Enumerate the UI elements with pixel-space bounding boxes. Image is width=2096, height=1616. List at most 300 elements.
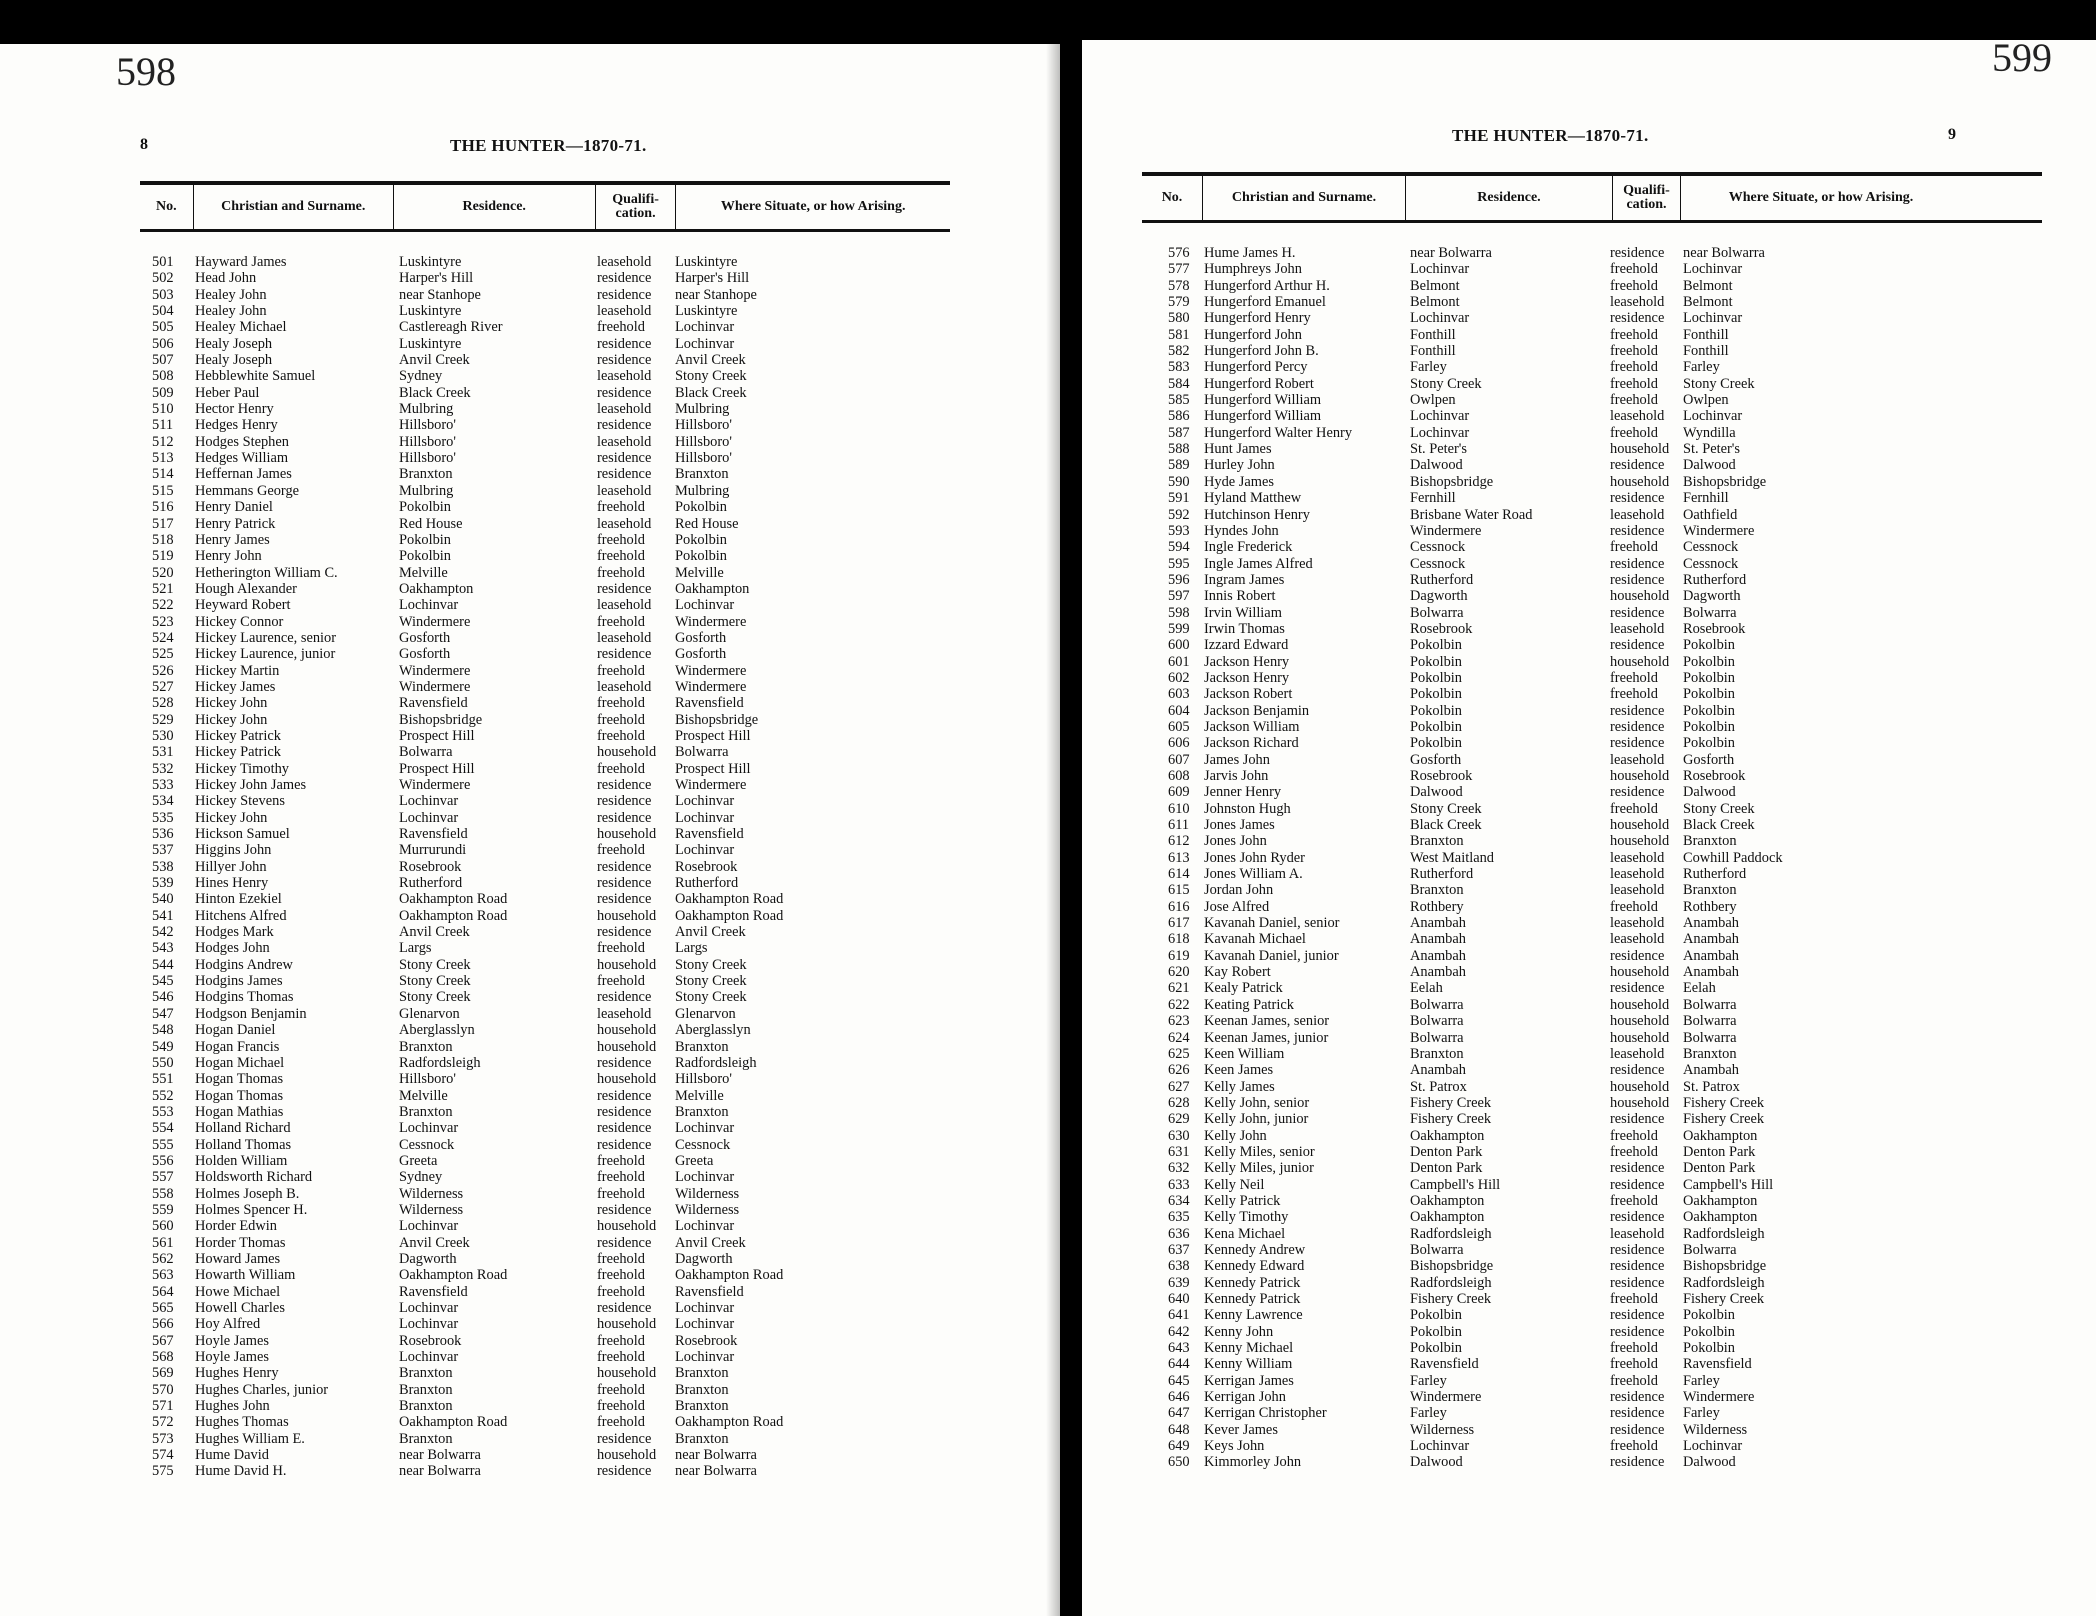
cell-residence: Rosebrook <box>1410 768 1473 784</box>
cell-where: Mulbring <box>675 401 730 418</box>
cell-no: 525 <box>152 646 174 663</box>
cell-qualification: residence <box>1610 980 1665 997</box>
cell-name: Kelly John, senior <box>1204 1094 1310 1111</box>
cell-name: Hungerford Walter Henry <box>1204 424 1353 441</box>
cell-name: Hebblewhite Samuel <box>195 368 316 385</box>
cell-no: 507 <box>152 352 174 369</box>
cell-qualification: residence <box>1610 571 1665 588</box>
cell-no: 556 <box>152 1152 174 1169</box>
cell-no: 608 <box>1168 768 1190 784</box>
table-row <box>140 401 950 417</box>
cell-residence: Stony Creek <box>1410 375 1482 392</box>
cell-qualification: residence <box>597 858 652 875</box>
cell-where: Stony Creek <box>675 368 747 385</box>
cell-residence: Stony Creek <box>399 956 471 973</box>
cell-no: 616 <box>1168 898 1190 915</box>
cell-residence: Wilderness <box>1410 1421 1475 1438</box>
cell-residence: near Bolwarra <box>399 1463 481 1480</box>
header-where: Where Situate, or how Arising. <box>675 185 950 229</box>
table-row <box>140 352 950 368</box>
cell-residence: Branxton <box>399 1103 453 1120</box>
cell-where: Branxton <box>675 1103 729 1120</box>
cell-name: Jordan John <box>1204 882 1274 899</box>
cell-name: Ingle Frederick <box>1204 539 1293 556</box>
cell-name: Keys John <box>1204 1438 1265 1455</box>
cell-qualification: residence <box>1610 1323 1665 1340</box>
cell-no: 618 <box>1168 931 1190 948</box>
cell-name: Howe Michael <box>195 1283 281 1300</box>
cell-no: 592 <box>1168 506 1190 523</box>
cell-where: Hillsboro' <box>675 417 732 434</box>
cell-no: 634 <box>1168 1192 1190 1209</box>
cell-residence: Pokolbin <box>1410 669 1462 686</box>
cell-where: Stony Creek <box>675 956 747 973</box>
cell-residence: Dalwood <box>1410 1454 1463 1471</box>
cell-residence: Luskintyre <box>399 303 462 320</box>
table-row <box>140 1365 950 1381</box>
cell-qualification: freehold <box>1610 326 1658 343</box>
cell-where: Anvil Creek <box>675 924 746 941</box>
cell-residence: Rutherford <box>1410 866 1474 883</box>
cell-where: Pokolbin <box>675 531 727 548</box>
cell-residence: Cessnock <box>1410 539 1466 556</box>
cell-residence: Eelah <box>1410 980 1443 997</box>
cell-no: 580 <box>1168 310 1190 327</box>
cell-qualification: residence <box>1610 1160 1665 1177</box>
table-row <box>140 679 950 695</box>
cell-no: 600 <box>1168 637 1190 654</box>
cell-name: Kerrigan James <box>1204 1372 1294 1389</box>
table-row <box>140 1463 950 1479</box>
cell-qualification: residence <box>1610 245 1665 261</box>
table-row <box>1142 1340 2042 1356</box>
cell-where: Oathfield <box>1683 506 1738 523</box>
cell-no: 568 <box>152 1349 174 1366</box>
cell-qualification: residence <box>597 1430 652 1447</box>
cell-residence: Oakhampton <box>1410 1192 1485 1209</box>
table-row <box>1142 327 2042 343</box>
cell-residence: Gosforth <box>399 629 451 646</box>
table-row <box>1142 245 2042 261</box>
cell-qualification: freehold <box>1610 1340 1658 1357</box>
cell-where: Farley <box>1683 1372 1720 1389</box>
cell-residence: Branxton <box>1410 1045 1464 1062</box>
cell-where: Prospect Hill <box>675 727 751 744</box>
table-row <box>140 434 950 450</box>
cell-qualification: freehold <box>1610 686 1658 703</box>
cell-where: Bishopsbridge <box>1683 473 1767 490</box>
cell-name: Kelly Miles, senior <box>1204 1143 1315 1160</box>
cell-name: Hickey John <box>195 711 268 728</box>
cell-residence: Prospect Hill <box>399 760 475 777</box>
cell-residence: Lochinvar <box>399 597 459 614</box>
cell-qualification: residence <box>597 1463 652 1480</box>
cell-where: Branxton <box>1683 833 1737 850</box>
cell-name: Kennedy Andrew <box>1204 1241 1306 1258</box>
cell-qualification: residence <box>1610 1405 1665 1422</box>
cell-no: 545 <box>152 973 174 990</box>
cell-qualification: residence <box>597 891 652 908</box>
cell-name: Hunt James <box>1204 441 1272 458</box>
table-row <box>140 1153 950 1169</box>
cell-qualification: leasehold <box>597 433 652 450</box>
cell-name: Hickey Martin <box>195 662 280 679</box>
cell-where: Campbell's Hill <box>1683 1176 1774 1193</box>
cell-qualification: leasehold <box>1610 294 1665 311</box>
cell-no: 569 <box>152 1365 174 1382</box>
cell-qualification: freehold <box>597 1414 645 1431</box>
cell-qualification: leasehold <box>1610 915 1665 932</box>
cell-qualification: residence <box>1610 1258 1665 1275</box>
cell-name: Kever James <box>1204 1421 1278 1438</box>
table-row <box>140 810 950 826</box>
table-row <box>1142 441 2042 457</box>
cell-qualification: leasehold <box>1610 506 1665 523</box>
cell-name: Healy Joseph <box>195 352 273 369</box>
cell-name: Ingle James Alfred <box>1204 555 1313 572</box>
cell-name: Kenny Michael <box>1204 1340 1294 1357</box>
cell-name: Izzard Edward <box>1204 637 1289 654</box>
cell-name: Hedges William <box>195 450 289 467</box>
cell-where: Black Creek <box>675 384 747 401</box>
cell-residence: Hillsboro' <box>399 417 456 434</box>
table-row <box>1142 359 2042 375</box>
cell-where: Black Creek <box>1683 817 1755 834</box>
cell-qualification: freehold <box>597 1283 645 1300</box>
cell-where: Windermere <box>675 777 747 793</box>
table-row <box>1142 1160 2042 1176</box>
table-row <box>1142 784 2042 800</box>
cell-no: 639 <box>1168 1274 1190 1291</box>
header-no: No. <box>156 199 177 214</box>
cell-no: 563 <box>152 1267 174 1284</box>
cell-qualification: residence <box>1610 555 1665 572</box>
cell-where: Oakhampton <box>1683 1209 1758 1226</box>
cell-residence: Lochinvar <box>399 809 459 826</box>
table-row <box>1142 1356 2042 1372</box>
cell-qualification: leasehold <box>1610 931 1665 948</box>
cell-no: 516 <box>152 499 174 516</box>
cell-residence: Campbell's Hill <box>1410 1176 1501 1193</box>
cell-name: Hogan Thomas <box>195 1071 284 1088</box>
table-row <box>1142 670 2042 686</box>
cell-residence: Bolwarra <box>1410 1013 1464 1030</box>
cell-residence: Hillsboro' <box>399 433 456 450</box>
table-row <box>1142 572 2042 588</box>
cell-residence: Pokolbin <box>1410 1323 1462 1340</box>
cell-name: Jones John Ryder <box>1204 849 1305 866</box>
cell-qualification: freehold <box>1610 1356 1658 1373</box>
cell-no: 579 <box>1168 294 1190 311</box>
cell-residence: Pokolbin <box>1410 653 1462 670</box>
cell-no: 604 <box>1168 702 1190 719</box>
cell-residence: Red House <box>399 515 463 532</box>
cell-no: 557 <box>152 1169 174 1186</box>
cell-name: Hume David <box>195 1447 269 1464</box>
cell-name: Kelly Miles, junior <box>1204 1160 1314 1177</box>
cell-no: 617 <box>1168 915 1190 932</box>
cell-no: 532 <box>152 760 174 777</box>
cell-name: Hines Henry <box>195 875 269 892</box>
table-row <box>140 1039 950 1055</box>
table-row <box>1142 654 2042 670</box>
cell-name: Kelly Patrick <box>1204 1192 1281 1209</box>
cell-qualification: freehold <box>1610 1192 1658 1209</box>
cell-name: Heffernan James <box>195 466 292 483</box>
cell-where: Oakhampton <box>1683 1192 1758 1209</box>
cell-residence: Bolwarra <box>399 744 453 761</box>
table-row <box>140 336 950 352</box>
cell-name: Hickey John James <box>195 777 307 793</box>
cell-no: 583 <box>1168 359 1190 376</box>
header-qualification: Qualifi-cation. <box>595 185 676 229</box>
cell-residence: Lochinvar <box>399 1349 459 1366</box>
cell-where: Bolwarra <box>1683 604 1737 621</box>
cell-name: Hughes William E. <box>195 1430 305 1447</box>
cell-name: Jackson Robert <box>1204 686 1293 703</box>
cell-where: Pokolbin <box>1683 653 1735 670</box>
cell-where: Wilderness <box>675 1185 740 1202</box>
cell-name: Jackson Henry <box>1204 653 1290 670</box>
cell-qualification: household <box>1610 653 1670 670</box>
cell-where: Cessnock <box>1683 539 1739 556</box>
cell-name: Hickey John <box>195 809 268 826</box>
cell-where: Dagworth <box>675 1250 733 1267</box>
table-row <box>1142 1454 2042 1470</box>
cell-qualification: residence <box>1610 1274 1665 1291</box>
table-row <box>140 287 950 303</box>
cell-qualification: residence <box>597 793 652 810</box>
cell-no: 502 <box>152 270 174 287</box>
cell-where: Pokolbin <box>1683 637 1735 654</box>
cell-where: Pokolbin <box>1683 1323 1735 1340</box>
cell-residence: Pokolbin <box>399 548 451 565</box>
table-row <box>1142 686 2042 702</box>
cell-residence: Lochinvar <box>1410 310 1470 327</box>
cell-name: Hogan Thomas <box>195 1087 284 1104</box>
cell-where: Rosebrook <box>1683 768 1746 784</box>
cell-name: Innis Robert <box>1204 588 1276 605</box>
cell-no: 554 <box>152 1120 174 1137</box>
cell-qualification: freehold <box>1610 898 1658 915</box>
cell-where: Bolwarra <box>1683 1241 1737 1258</box>
cell-no: 650 <box>1168 1454 1190 1471</box>
cell-where: Pokolbin <box>1683 686 1735 703</box>
cell-name: Henry Patrick <box>195 515 276 532</box>
cell-no: 522 <box>152 597 174 614</box>
cell-where: Anambah <box>1683 915 1739 932</box>
cell-no: 564 <box>152 1283 174 1300</box>
cell-no: 539 <box>152 875 174 892</box>
cell-qualification: household <box>597 1447 657 1464</box>
table-row <box>1142 899 2042 915</box>
cell-no: 647 <box>1168 1405 1190 1422</box>
cell-name: Jones James <box>1204 817 1275 834</box>
cell-name: Howarth William <box>195 1267 296 1284</box>
cell-residence: Rothbery <box>1410 898 1464 915</box>
header-residence: Residence. <box>1405 176 1612 220</box>
cell-name: Hodgins Thomas <box>195 989 294 1006</box>
table-row <box>1142 278 2042 294</box>
cell-name: Heyward Robert <box>195 597 291 614</box>
cell-no: 506 <box>152 335 174 352</box>
cell-where: Rutherford <box>1683 866 1747 883</box>
cell-no: 551 <box>152 1071 174 1088</box>
cell-where: Fonthill <box>1683 343 1729 360</box>
cell-no: 534 <box>152 793 174 810</box>
cell-no: 543 <box>152 940 174 957</box>
cell-no: 570 <box>152 1381 174 1398</box>
cell-name: Hurley John <box>1204 457 1275 474</box>
header-no: No. <box>1161 190 1183 205</box>
table-row <box>1142 621 2042 637</box>
cell-no: 642 <box>1168 1323 1190 1340</box>
cell-qualification: household <box>1610 1078 1670 1095</box>
cell-qualification: household <box>1610 768 1670 784</box>
cell-no: 575 <box>152 1463 174 1480</box>
cell-no: 546 <box>152 989 174 1006</box>
cell-residence: Melville <box>399 1087 448 1104</box>
cell-no: 571 <box>152 1398 174 1415</box>
cell-no: 524 <box>152 629 174 646</box>
cell-name: Hutchinson Henry <box>1204 506 1310 523</box>
cell-name: Jenner Henry <box>1204 784 1282 801</box>
cell-qualification: freehold <box>1610 343 1658 360</box>
cell-no: 529 <box>152 711 174 728</box>
table-row <box>1142 376 2042 392</box>
cell-name: Kenny John <box>1204 1323 1274 1340</box>
cell-qualification: residence <box>597 335 652 352</box>
table-row <box>140 254 950 270</box>
cell-name: Hogan Daniel <box>195 1022 276 1039</box>
cell-qualification: residence <box>1610 1209 1665 1226</box>
cell-residence: Fonthill <box>1410 326 1456 343</box>
cell-qualification: freehold <box>597 1152 645 1169</box>
cell-no: 560 <box>152 1218 174 1235</box>
cell-qualification: freehold <box>597 499 645 516</box>
table-row <box>1142 556 2042 572</box>
cell-qualification: freehold <box>597 842 645 859</box>
table-row <box>140 875 950 891</box>
cell-qualification: leasehold <box>597 629 652 646</box>
cell-no: 612 <box>1168 833 1190 850</box>
table-row <box>1142 1405 2042 1421</box>
cell-residence: Pokolbin <box>1410 718 1462 735</box>
cell-where: Pokolbin <box>675 499 727 516</box>
cell-where: Branxton <box>675 1038 729 1055</box>
cell-where: Lochinvar <box>675 1349 735 1366</box>
cell-residence: Ravensfield <box>1410 1356 1479 1373</box>
cell-name: Jose Alfred <box>1204 898 1270 915</box>
table-row <box>1142 1193 2042 1209</box>
table-row <box>140 483 950 499</box>
cell-qualification: household <box>597 826 657 843</box>
cell-name: Kelly John, junior <box>1204 1111 1309 1128</box>
cell-residence: Oakhampton <box>1410 1127 1485 1144</box>
cell-where: Branxton <box>1683 882 1737 899</box>
cell-name: Kelly James <box>1204 1078 1275 1095</box>
cell-name: Hungerford John B. <box>1204 343 1319 360</box>
table-row <box>140 1447 950 1463</box>
cell-no: 526 <box>152 662 174 679</box>
table-row <box>1142 588 2042 604</box>
cell-qualification: residence <box>1610 522 1665 539</box>
electoral-roll-table <box>1142 172 2042 1471</box>
cell-no: 619 <box>1168 947 1190 964</box>
table-row <box>1142 523 2042 539</box>
table-row <box>1142 997 2042 1013</box>
cell-no: 509 <box>152 384 174 401</box>
cell-qualification: residence <box>1610 310 1665 327</box>
table-row <box>140 744 950 760</box>
cell-qualification: leasehold <box>597 597 652 614</box>
cell-residence: Lochinvar <box>399 1316 459 1333</box>
cell-residence: Bishopsbridge <box>1410 1258 1494 1275</box>
cell-residence: Cessnock <box>1410 555 1466 572</box>
cell-qualification: residence <box>1610 702 1665 719</box>
cell-no: 622 <box>1168 996 1190 1013</box>
cell-qualification: household <box>597 956 657 973</box>
cell-name: Kennedy Patrick <box>1204 1274 1301 1291</box>
cell-where: Oakhampton <box>675 580 750 597</box>
cell-no: 627 <box>1168 1078 1190 1095</box>
cell-no: 505 <box>152 319 174 336</box>
cell-qualification: freehold <box>597 1381 645 1398</box>
cell-name: Hodges Stephen <box>195 433 289 450</box>
table-row <box>140 973 950 989</box>
cell-qualification: freehold <box>597 1332 645 1349</box>
cell-residence: Ravensfield <box>399 1283 468 1300</box>
cell-where: Oakhampton Road <box>675 1267 784 1284</box>
table-row <box>140 1414 950 1430</box>
cell-no: 586 <box>1168 408 1190 425</box>
cell-no: 621 <box>1168 980 1190 997</box>
cell-qualification: freehold <box>597 940 645 957</box>
cell-qualification: residence <box>597 809 652 826</box>
table-row <box>1142 1307 2042 1323</box>
table-row <box>140 989 950 1005</box>
table-row <box>140 565 950 581</box>
cell-where: Oakhampton Road <box>675 891 784 908</box>
table-row <box>140 859 950 875</box>
cell-no: 596 <box>1168 571 1190 588</box>
table-row <box>1142 294 2042 310</box>
cell-residence: Wilderness <box>399 1185 464 1202</box>
cell-name: Irvin William <box>1204 604 1282 621</box>
cell-qualification: freehold <box>1610 392 1658 409</box>
cell-no: 644 <box>1168 1356 1190 1373</box>
cell-qualification: freehold <box>597 1185 645 1202</box>
cell-residence: Mulbring <box>399 482 454 499</box>
running-head: THE HUNTER—1870-71. <box>450 136 647 155</box>
table-row <box>140 924 950 940</box>
cell-where: Anambah <box>1683 964 1739 981</box>
cell-where: Fernhill <box>1683 490 1729 507</box>
table-row <box>1142 310 2042 326</box>
cell-name: Kelly Neil <box>1204 1176 1265 1193</box>
cell-name: Jones William A. <box>1204 866 1303 883</box>
cell-residence: Gosforth <box>399 646 451 663</box>
cell-residence: Luskintyre <box>399 335 462 352</box>
cell-qualification: leasehold <box>1610 882 1665 899</box>
cell-name: Howard James <box>195 1250 281 1267</box>
table-row <box>1142 1111 2042 1127</box>
cell-name: Hemmans George <box>195 482 300 499</box>
cell-no: 555 <box>152 1136 174 1153</box>
cell-name: Kelly Timothy <box>1204 1209 1289 1226</box>
cell-name: Hoyle James <box>195 1332 269 1349</box>
table-row <box>1142 1062 2042 1078</box>
